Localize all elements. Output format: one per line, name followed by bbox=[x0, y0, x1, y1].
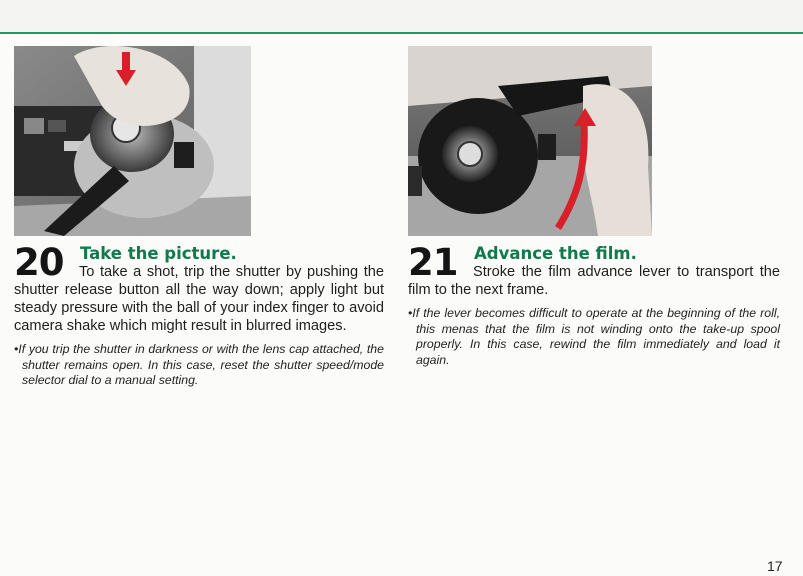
header-band bbox=[0, 0, 803, 32]
step-body: To take a shot, trip the shutter by pushing the shutter release button all the way down; apply light but steady pressure with the ball of your index finger to avoid camera shake which might result in blurred images. bbox=[14, 264, 384, 334]
shutter-release-photo bbox=[14, 46, 251, 236]
step-title: Advance the film. bbox=[474, 244, 637, 263]
step-number: 20 bbox=[14, 241, 64, 284]
page-number: 17 bbox=[767, 558, 783, 574]
step-note: •If the lever becomes difficult to operate at the beginning of the roll, this menas that the film is not winding onto the take-up spool properly. In this case, rewind the film immediately and load it again. bbox=[408, 306, 780, 367]
film-advance-photo bbox=[408, 46, 652, 236]
step-number: 21 bbox=[408, 241, 458, 284]
step-20 bbox=[14, 241, 384, 389]
step-note: •If you trip the shutter in darkness or with the lens cap attached, the shutter remains open. In this case, reset the shutter speed/mode selector dial to a manual setting. bbox=[14, 342, 384, 388]
step-title: Take the picture. bbox=[80, 244, 237, 263]
step-21 bbox=[408, 241, 780, 368]
step-body: Stroke the film advance lever to transport the film to the next frame. bbox=[408, 264, 780, 298]
header-rule bbox=[0, 32, 803, 34]
